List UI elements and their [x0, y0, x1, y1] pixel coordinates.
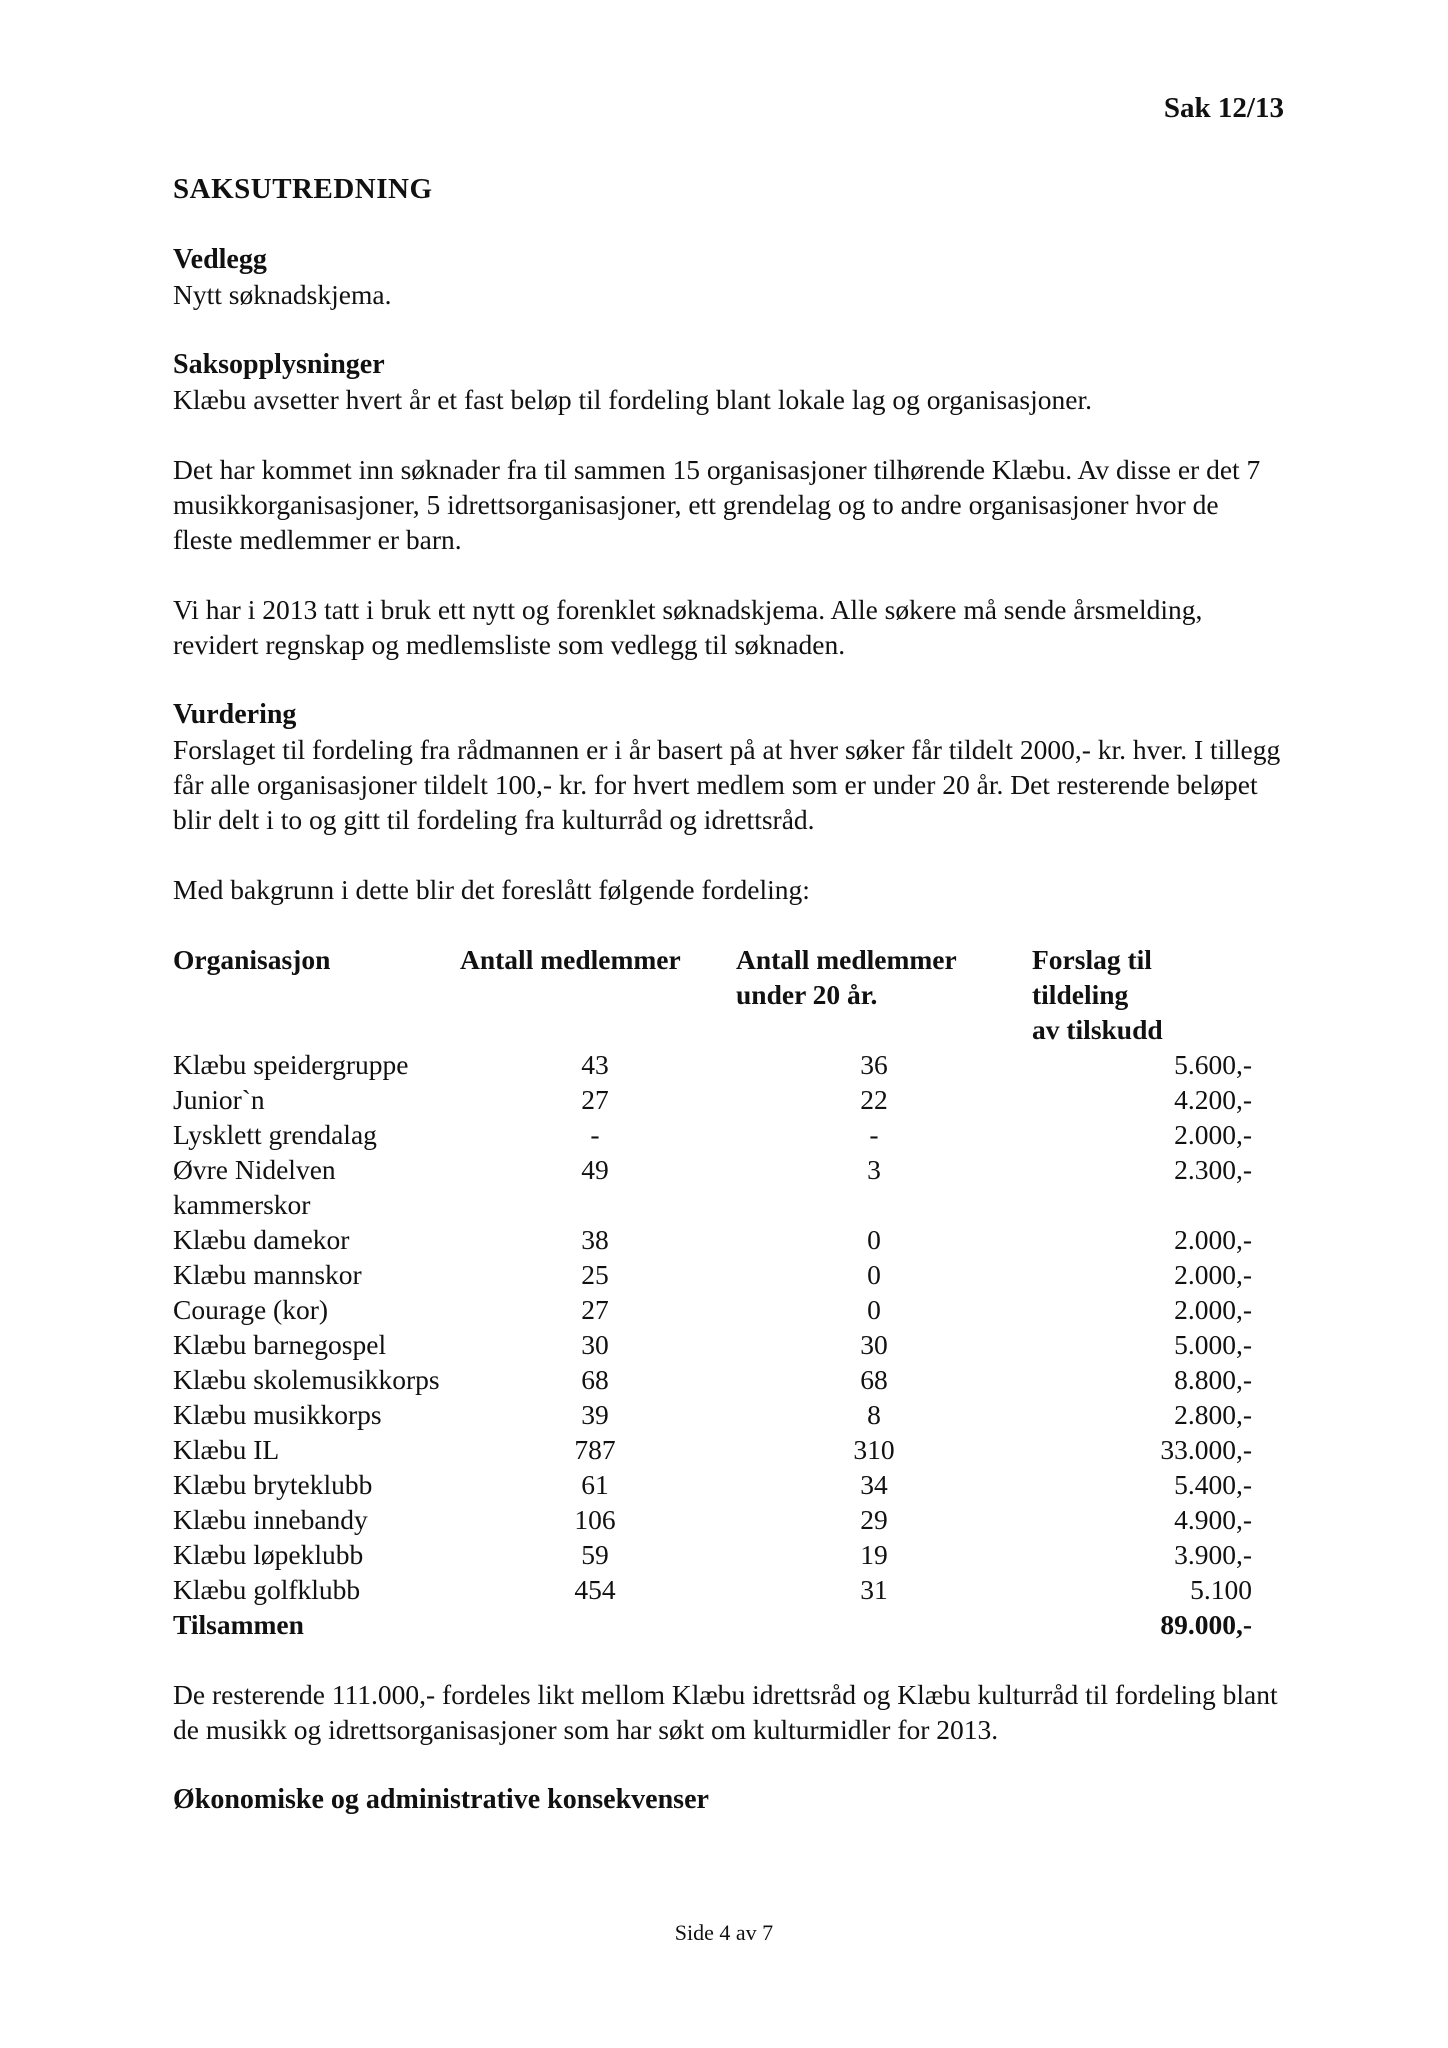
grant-amount: 5.400,-	[1174, 1469, 1252, 1500]
grant-amount: 4.200,-	[1174, 1084, 1252, 1115]
total-label: Tilsammen	[173, 1609, 304, 1640]
members-count: 68	[581, 1364, 609, 1395]
vurdering-heading: Vurdering	[173, 699, 297, 730]
total-members-empty	[460, 1607, 730, 1642]
table-row	[173, 1152, 1252, 1222]
header-grant	[1018, 942, 1252, 1047]
header-organisation: Organisasjon	[173, 944, 331, 975]
under-20-count: 0	[867, 1259, 881, 1290]
grant-amount: 5.100	[1190, 1574, 1252, 1605]
saksopplysninger-paragraph-2: Det har kommet inn søknader fra til sammen 15 organisasjoner tilhørende Klæbu. Av disse er det 7 musikkorganisasjoner, 5 idrettsorganisasjoner, ett grendelag og to andre organisasjoner hvor de fleste medlemmer er barn.	[173, 454, 1261, 555]
under-20-count: 22	[860, 1084, 888, 1115]
under-20-count: 310	[853, 1434, 895, 1465]
under-20-count: 8	[867, 1399, 881, 1430]
org-name: Klæbu speidergruppe	[173, 1049, 409, 1080]
org-name: Klæbu mannskor	[173, 1259, 362, 1290]
under-20-count: -	[869, 1119, 879, 1150]
table-row	[173, 1362, 1252, 1397]
under-20-count: 30	[860, 1329, 888, 1360]
header-members-under-20-line-1: Antall medlemmer	[736, 944, 957, 975]
total-grant: 89.000,-	[1160, 1609, 1252, 1640]
table-row	[173, 1222, 1252, 1257]
table-row	[173, 1292, 1252, 1327]
allocation-table	[173, 942, 1252, 1642]
members-count: 106	[574, 1504, 616, 1535]
org-name: Klæbu skolemusikkorps	[173, 1364, 440, 1395]
table-row	[173, 1327, 1252, 1362]
org-name: Klæbu IL	[173, 1434, 280, 1465]
table-row	[173, 1047, 1252, 1082]
members-count: 38	[581, 1224, 609, 1255]
page-label: Sak 12/13	[1163, 92, 1284, 124]
members-count: -	[590, 1119, 600, 1150]
members-count: 49	[581, 1154, 609, 1185]
members-count: 25	[581, 1259, 609, 1290]
under-20-count: 68	[860, 1364, 888, 1395]
org-name: Courage (kor)	[173, 1294, 329, 1325]
table-row	[173, 1467, 1252, 1502]
table-body	[173, 1047, 1252, 1642]
members-count: 30	[581, 1329, 609, 1360]
members-count: 787	[574, 1434, 616, 1465]
grant-amount: 2.000,-	[1174, 1294, 1252, 1325]
under-20-count: 29	[860, 1504, 888, 1535]
table-row	[173, 1117, 1252, 1152]
org-name: Klæbu golfklubb	[173, 1574, 361, 1605]
table-row	[173, 1502, 1252, 1537]
grant-amount: 5.000,-	[1174, 1329, 1252, 1360]
vedlegg-heading: Vedlegg	[173, 244, 267, 275]
header-members: Antall medlemmer	[460, 944, 681, 975]
table-row	[173, 1537, 1252, 1572]
saksopplysninger-paragraph-3: Vi har i 2013 tatt i bruk ett nytt og forenklet søknadskjema. Alle søkere må sende årsmelding, revidert regnskap og medlemsliste som vedlegg til søknaden.	[173, 594, 1203, 660]
under-20-count: 34	[860, 1469, 888, 1500]
table-total-row	[173, 1607, 1252, 1642]
org-name: Klæbu innebandy	[173, 1504, 368, 1535]
org-name: Klæbu damekor	[173, 1224, 350, 1255]
under-20-count: 31	[860, 1574, 888, 1605]
page-footer: Side 4 av 7	[674, 1920, 774, 1945]
vurdering-paragraph-1: Forslaget til fordeling fra rådmannen er i år basert på at hver søker får tildelt 2000,- kr. hver. I tillegg får alle organisasjoner tildelt 100,- kr. for hvert medlem som er under 20 år. Det resterende beløpet blir delt i to og gitt til fordeling fra kulturråd og idrettsråd.	[173, 734, 1281, 835]
header-grant-line-2: av tilskudd	[1032, 1014, 1163, 1045]
table-row	[173, 1082, 1252, 1117]
document-title: SAKSUTREDNING	[173, 173, 433, 205]
table-header-row	[173, 942, 1252, 1047]
org-name: Klæbu barnegospel	[173, 1329, 387, 1360]
org-name: Øvre Nidelven kammerskor	[173, 1154, 336, 1220]
okonomi-heading: Økonomiske og administrative konsekvenser	[173, 1784, 709, 1815]
org-name: Klæbu musikkorps	[173, 1399, 382, 1430]
saksopplysninger-heading: Saksopplysninger	[173, 349, 385, 380]
vedlegg-text: Nytt søknadskjema.	[173, 279, 392, 310]
under-20-count: 19	[860, 1539, 888, 1570]
document-body	[173, 172, 1283, 1817]
members-count: 43	[581, 1049, 609, 1080]
under-20-count: 3	[867, 1154, 881, 1185]
table-row	[173, 1397, 1252, 1432]
grant-amount: 2.000,-	[1174, 1224, 1252, 1255]
vurdering-paragraph-2: Med bakgrunn i dette blir det foreslått følgende fordeling:	[173, 874, 810, 905]
members-count: 454	[574, 1574, 616, 1605]
grant-amount: 4.900,-	[1174, 1504, 1252, 1535]
saksopplysninger-paragraph-1: Klæbu avsetter hvert år et fast beløp til fordeling blant lokale lag og organisasjoner.	[173, 384, 1092, 415]
under-20-count: 36	[860, 1049, 888, 1080]
table-row	[173, 1257, 1252, 1292]
header-grant-line-1: Forslag til tildeling	[1032, 944, 1152, 1010]
under-20-count: 0	[867, 1224, 881, 1255]
grant-amount: 5.600,-	[1174, 1049, 1252, 1080]
grant-amount: 2.000,-	[1174, 1119, 1252, 1150]
members-count: 27	[581, 1084, 609, 1115]
grant-amount: 2.000,-	[1174, 1259, 1252, 1290]
org-name: Junior`n	[173, 1084, 265, 1115]
members-count: 59	[581, 1539, 609, 1570]
grant-amount: 3.900,-	[1174, 1539, 1252, 1570]
table-row	[173, 1432, 1252, 1467]
org-name: Lysklett grendalag	[173, 1119, 377, 1150]
members-count: 61	[581, 1469, 609, 1500]
members-count: 39	[581, 1399, 609, 1430]
total-under-20-empty	[730, 1607, 1018, 1642]
conclusion-paragraph: De resterende 111.000,- fordeles likt mellom Klæbu idrettsråd og Klæbu kulturråd til fordeling blant de musikk og idrettsorganisasjoner som har søkt om kulturmidler for 2013.	[173, 1679, 1278, 1745]
org-name: Klæbu bryteklubb	[173, 1469, 373, 1500]
grant-amount: 33.000,-	[1160, 1434, 1252, 1465]
under-20-count: 0	[867, 1294, 881, 1325]
header-members-under-20-line-2: under 20 år.	[736, 979, 878, 1010]
grant-amount: 2.300,-	[1174, 1154, 1252, 1185]
members-count: 27	[581, 1294, 609, 1325]
header-members-under-20	[730, 942, 1018, 1047]
grant-amount: 8.800,-	[1174, 1364, 1252, 1395]
org-name: Klæbu løpeklubb	[173, 1539, 364, 1570]
grant-amount: 2.800,-	[1174, 1399, 1252, 1430]
table-row	[173, 1572, 1252, 1607]
